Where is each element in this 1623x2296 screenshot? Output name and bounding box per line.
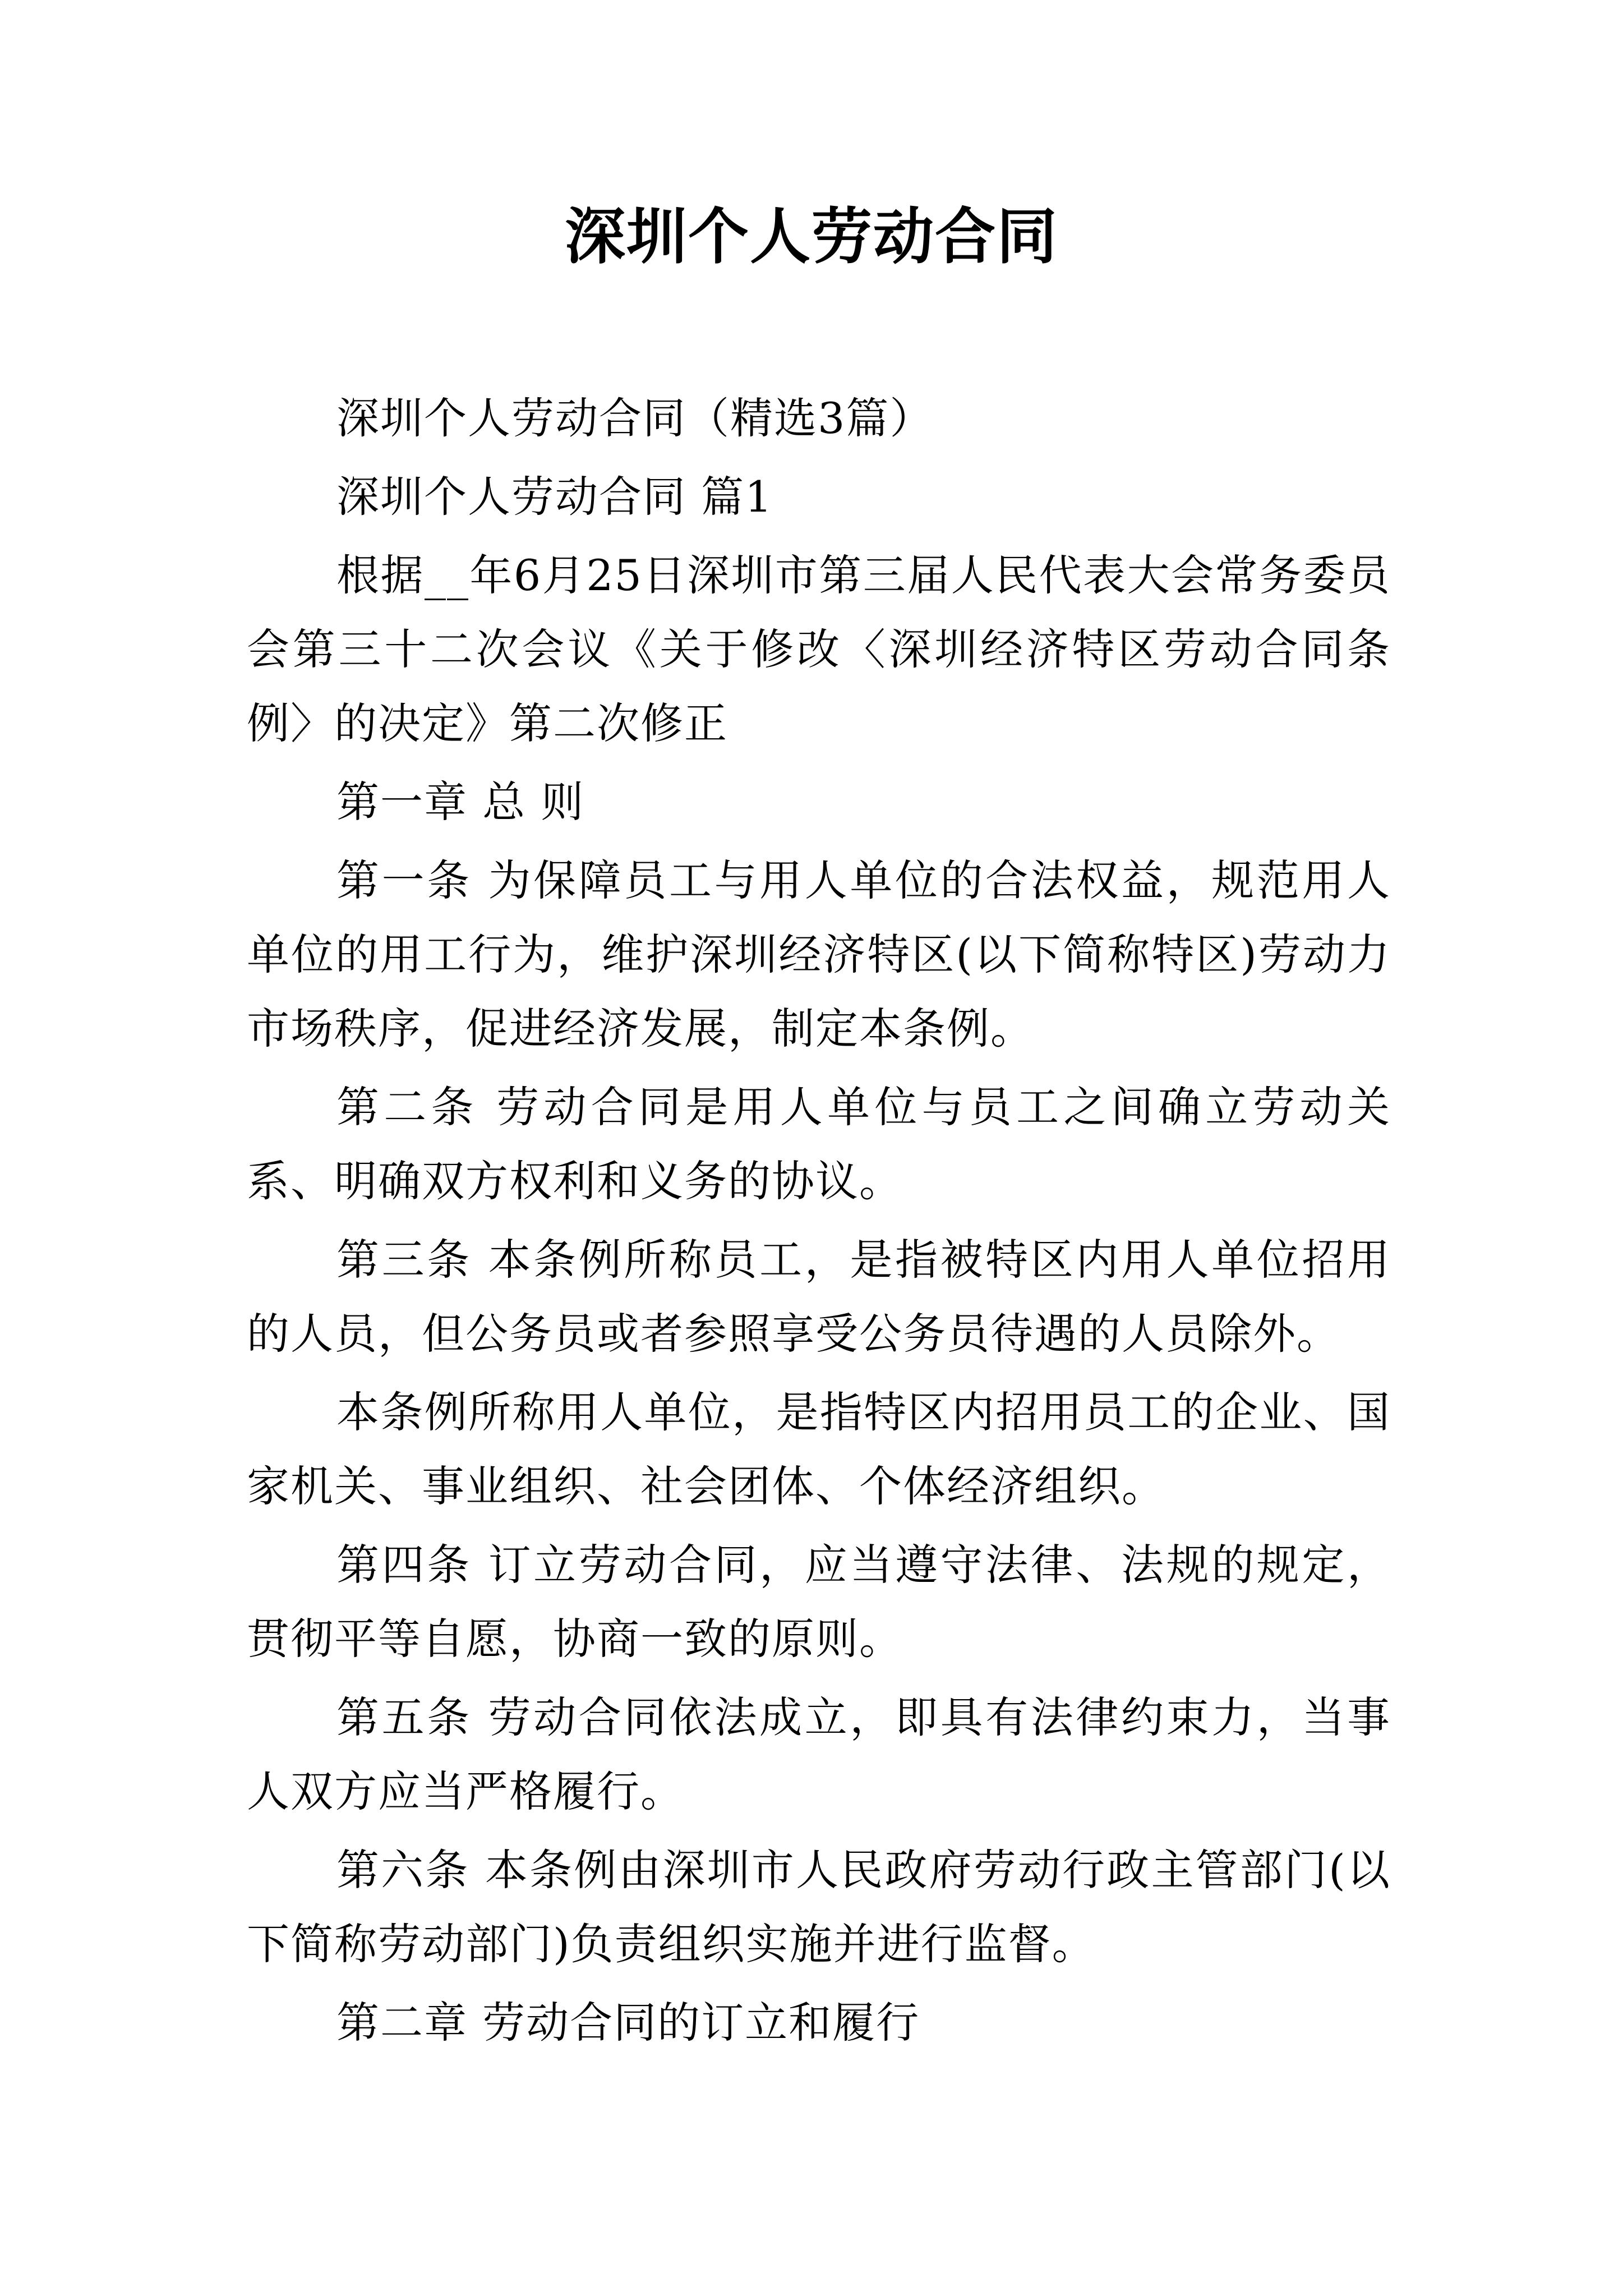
article-4: 第四条 订立劳动合同，应当遵守法律、法规的规定，贯彻平等自愿，协商一致的原则。 xyxy=(247,1540,1391,1664)
article-3-definition: 本条例所称用人单位，是指特区内招用员工的企业、国家机关、事业组织、社会团体、个体经济组织。 xyxy=(247,1387,1391,1511)
document-body xyxy=(247,381,1391,2060)
article-5: 第五条 劳动合同依法成立，即具有法律约束力，当事人双方应当严格履行。 xyxy=(247,1692,1391,1816)
paragraph-basis: 根据__年6月25日深圳市第三届人民代表大会常务委员会第三十二次会议《关于修改〈深圳经济特区劳动合同条例〉的决定》第二次修正 xyxy=(247,550,1391,748)
paragraph-subtitle: 深圳个人劳动合同（精选3篇） xyxy=(336,393,934,443)
article-6: 第六条 本条例由深圳市人民政府劳动行政主管部门(以下简称劳动部门)负责组织实施并进行监督。 xyxy=(247,1845,1391,1969)
document-title: 深圳个人劳动合同 xyxy=(564,201,1058,272)
chapter-heading-1: 第一章 总 则 xyxy=(336,777,585,827)
paragraph-part-heading: 深圳个人劳动合同 篇1 xyxy=(336,472,773,522)
article-2: 第二条 劳动合同是用人单位与员工之间确立劳动关系、明确双方权利和义务的协议。 xyxy=(247,1082,1391,1206)
article-3: 第三条 本条例所称员工，是指被特区内用人单位招用的人员，但公务员或者参照享受公务员待遇的人员除外。 xyxy=(247,1235,1391,1359)
article-1: 第一条 为保障员工与用人单位的合法权益，规范用人单位的用工行为，维护深圳经济特区(以下简称特区)劳动力市场秩序，促进经济发展，制定本条例。 xyxy=(247,855,1391,1053)
chapter-heading-2: 第二章 劳动合同的订立和履行 xyxy=(336,1998,920,2047)
